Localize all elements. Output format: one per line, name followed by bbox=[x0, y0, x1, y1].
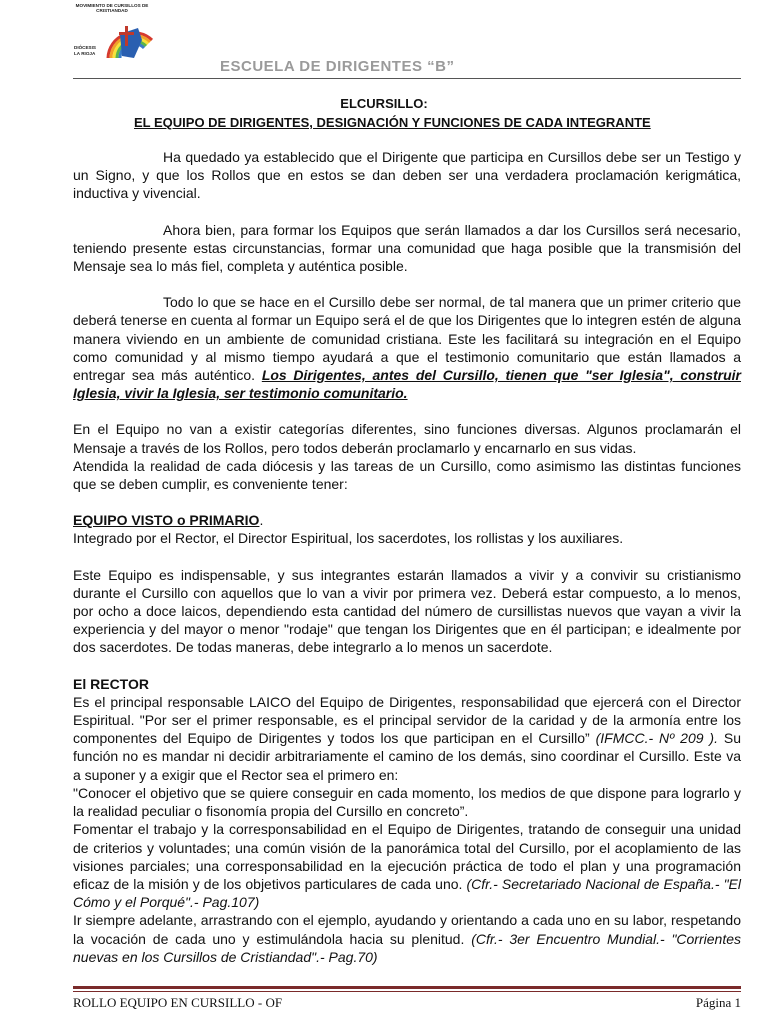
paragraph-3-text: Todo lo que se hace en el Cursillo debe ser normal, de tal manera que un primer criterio que deberá tenerse en cuenta al formar un Equipo será el de que los Dirigentes que lo integren estén de alguna manera viviendo en un ambiente de comunidad cristiana. Este les facilitará su integración en el Equipo como comunidad y al mismo tiempo ayudará a que el testimonio comunitario que están llamados a entregar sea más auténtico. bbox=[73, 294, 741, 384]
paragraph-3-emphasis: Los Dirigentes, antes del Cursillo, tienen que "ser Iglesia", construir Iglesia, vivir la Iglesia, ser testimonio comunitario. bbox=[73, 367, 741, 402]
paragraph-5: Atendida la realidad de cada diócesis y las tareas de un Cursillo, como asimismo las distintas funciones que se deben cumplir, es conveniente tener: bbox=[73, 457, 741, 493]
footer-title: ROLLO EQUIPO EN CURSILLO - OF bbox=[73, 995, 283, 1010]
logo-diocese-line2: LA RIOJA bbox=[74, 51, 96, 56]
paragraph-11-citation: (Cfr.- 3er Encuentro Mundial.- "Corrientes nuevas en los Cursillos de Cristiandad".- Pag.70) bbox=[73, 930, 741, 965]
document-body bbox=[73, 148, 741, 966]
rector-heading: El RECTOR bbox=[73, 675, 149, 692]
logo-title-line1: MOVIMIENTO DE CURSILLOS DE bbox=[75, 3, 149, 8]
paragraph-8-rest: Su función no es mandar ni decidir arbitrariamente el camino de los demás, sino coordinar el Cursillo. Este va a suponer y a exigir que el Rector sea el primero en: bbox=[73, 730, 742, 783]
paragraph-11-text: Ir siempre adelante, arrastrando con el ejemplo, ayudando y orientando a cada uno en su labor, respetando la vocación de cada uno y estimulándola hacia su plenitud. bbox=[73, 912, 741, 947]
paragraph-3 bbox=[73, 293, 741, 402]
paragraph-1: Ha quedado ya establecido que el Dirigente que participa en Cursillos debe ser un Testigo y un Signo, y que los Rollos que en estos se dan deben ser una verdadera proclamación kerigmática, inductiva y vivencial. bbox=[73, 149, 741, 202]
paragraph-2: Ahora bien, para formar los Equipos que serán llamados a dar los Cursillos será necesario, teniendo presente estas circunstancias, formar una comunidad que haga posible que la transmisión del Mensaje sea lo más fiel, completa y auténtica posible. bbox=[73, 221, 741, 275]
movement-logo bbox=[62, 0, 162, 68]
document-subtitle: EL EQUIPO DE DIRIGENTES, DESIGNACIÓN Y FUNCIONES DE CADA INTEGRANTE bbox=[134, 115, 651, 130]
paragraph-8-text: Es el principal responsable LAICO del Equipo de Dirigentes, responsabilidad que ejercerá con el Director Espiritual. "Por ser el primer responsable, es el principal servidor de la caridad y de la armonía entre los componentes del Equipo de Dirigentes y todos los que participan en el Cursillo” bbox=[73, 693, 741, 747]
page-number: Página 1 bbox=[695, 995, 741, 1010]
footer-rule-thick bbox=[73, 986, 741, 989]
paragraph-10-citation: (Cfr.- Secretariado Nacional de España.- "El Cómo y el Porqué".- Pag.107) bbox=[73, 875, 741, 911]
equipo-heading-dot: . bbox=[259, 512, 264, 529]
school-header: ESCUELA DE DIRIGENTES “B” bbox=[220, 58, 455, 75]
paragraph-8 bbox=[73, 693, 741, 784]
paragraph-9: "Conocer el objetivo que se quiere conseguir en cada momento, los medios de que dispone para lograrlo y la realidad peculiar o fisonomía propia del Cursillo en concreto”. bbox=[73, 784, 741, 820]
paragraph-6: Integrado por el Rector, el Director Espiritual, los sacerdotes, los rollistas y los auxiliares. bbox=[73, 530, 624, 547]
paragraph-11 bbox=[73, 911, 741, 966]
footer-rule-thin bbox=[73, 991, 741, 992]
paragraph-8-citation: (IFMCC.- Nº 209 ). bbox=[595, 730, 718, 747]
paragraph-4: En el Equipo no van a existir categorías diferentes, sino funciones diversas. Algunos proclamarán el Mensaje a través de los Rollos, pero todos deberán proclamarlo y encarnarlo en sus vidas. bbox=[73, 421, 741, 456]
header-divider bbox=[73, 78, 741, 79]
logo-title-line2: CRISTIANDAD bbox=[96, 8, 128, 13]
logo-diocese-line1: DIÓCESIS bbox=[74, 45, 96, 50]
paragraph-10-text: Fomentar el trabajo y la corresponsabilidad en el Equipo de Dirigentes, tratando de conseguir una unidad de criterios y voluntades; una común visión de la panorámica total del Cursillo, por el acoplamiento de las visiones parciales; una corresponsabilidad en la ejecución práctica de todo el plan y una programación eficaz de la misión y de los objetivos particulares de cada uno. bbox=[73, 821, 741, 892]
document-title: ELCURSILLO: bbox=[340, 96, 428, 111]
equipo-heading: EQUIPO VISTO o PRIMARIO bbox=[73, 512, 260, 529]
paragraph-10 bbox=[73, 820, 741, 911]
equipo-heading-line bbox=[73, 511, 741, 529]
paragraph-7: Este Equipo es indispensable, y sus integrantes estarán llamados a vivir y a convivir su cristianismo durante el Cursillo con aquellos que lo van a vivir por primera vez. Deberá estar compuesto, a lo menos, por ocho a doce laicos, dependiendo esta cantidad del número de cursillistas nuevos que vayan a vivir la experiencia y del mayor o menor "rodaje" que tengan los Dirigentes que en él participan; e idealmente por dos sacerdotes. De todas maneras, debe integrarlo a lo menos un sacerdote. bbox=[73, 566, 741, 656]
